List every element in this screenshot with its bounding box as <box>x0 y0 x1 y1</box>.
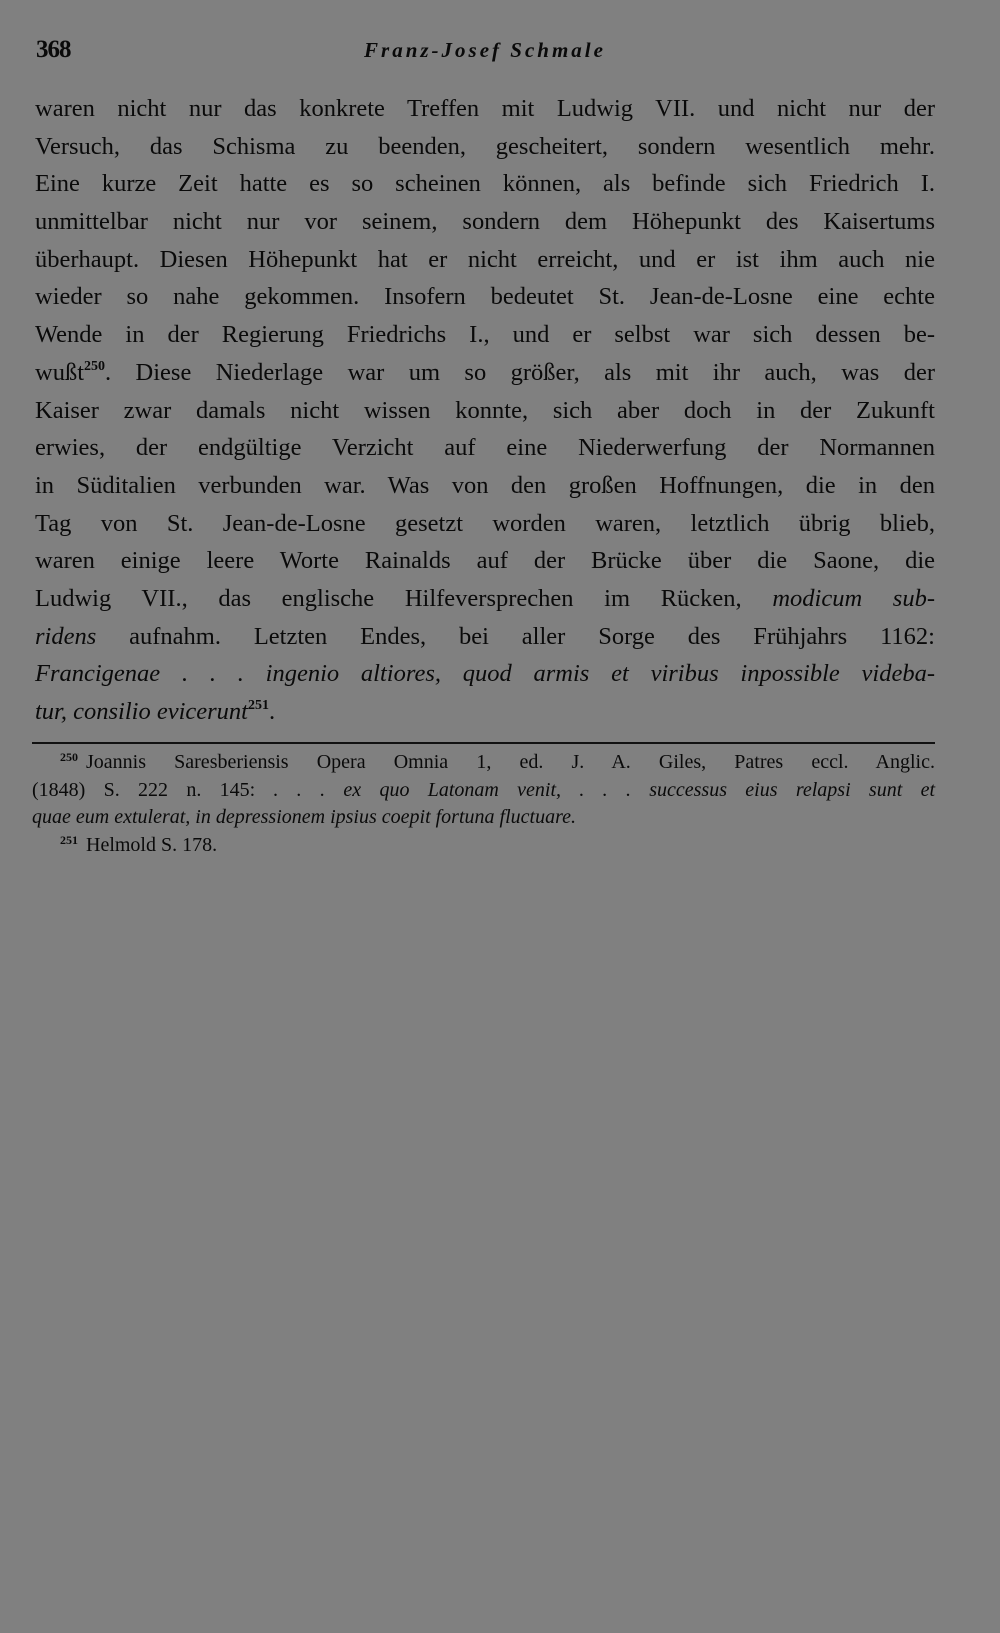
body-text <box>35 90 935 731</box>
text-segment: tur, consilio evicerunt <box>35 698 248 725</box>
text-segment: Francigenae . . . ingenio altiores, quod armis et viribus inpossible videba- <box>35 660 935 688</box>
page-header <box>36 32 934 68</box>
text-segment: Kaiser zwar damals nicht wissen konnte, sich aber doch in der Zukunft <box>35 396 935 424</box>
text-line <box>35 693 935 731</box>
text-segment: Tag von St. Jean-de-Losne gesetzt worden waren, letztlich übrig blieb, <box>35 509 935 537</box>
footnote-number: 250 <box>60 750 78 764</box>
footnote-line <box>32 832 935 860</box>
text-segment: . <box>268 698 276 725</box>
text-line <box>35 542 935 580</box>
text-segment: ridens <box>35 622 97 650</box>
text-segment: unmittelbar nicht nur vor seinem, sondern dem Höhepunkt des Kaisertums <box>35 208 935 236</box>
footnotes <box>32 749 935 859</box>
footnote-text: Helmold S. 178. <box>86 833 218 856</box>
footnote-reference: 251 <box>247 698 269 713</box>
text-line <box>35 429 935 467</box>
text-line <box>35 241 935 279</box>
text-line <box>35 165 935 203</box>
page-number: 368 <box>36 36 71 63</box>
text-line <box>35 655 935 693</box>
text-segment: wußt <box>35 358 84 386</box>
text-segment: . Diese Niederlage war um so größer, als mit ihr auch, was der <box>105 358 935 386</box>
text-line <box>35 392 935 430</box>
text-segment: Versuch, das Schisma zu beenden, gescheitert, sondern wesentlich mehr. <box>35 132 935 160</box>
footnote-text: Joannis Saresberiensis Opera Omnia 1, ed. J. A. Giles, Patres eccl. Anglic. <box>86 751 935 773</box>
text-segment: aufnahm. Letzten Endes, bei aller Sorge des Frühjahrs 1162: <box>96 622 935 650</box>
text-line <box>35 580 935 618</box>
footnote-line <box>32 804 935 832</box>
text-segment: Ludwig VII., das englische Hilfeversprechen im Rücken, <box>35 584 773 612</box>
text-line <box>35 354 935 392</box>
text-line <box>35 618 935 656</box>
text-segment: in Süditalien verbunden war. Was von den großen Hoffnungen, die in den <box>35 471 935 499</box>
footnote-reference: 250 <box>84 358 105 374</box>
footnote-text: . . . ex quo Latonam venit, . . . successus eius relapsi sunt et <box>273 778 936 801</box>
text-line <box>35 316 935 354</box>
text-line <box>35 203 935 241</box>
footnote-line <box>32 777 935 805</box>
footnote-line <box>32 749 935 777</box>
footnote-rule <box>32 742 935 744</box>
text-line <box>35 467 935 505</box>
running-head: Franz-Josef Schmale <box>364 38 606 62</box>
text-line <box>35 128 935 166</box>
text-segment: Eine kurze Zeit hatte es so scheinen können, als befinde sich Friedrich I. <box>35 170 935 198</box>
text-segment: modicum sub- <box>772 584 935 612</box>
footnote-text: (1848) S. 222 n. 145: <box>32 778 274 801</box>
footnote-number: 251 <box>60 832 78 847</box>
text-segment: wieder so nahe gekommen. Insofern bedeutet St. Jean-de-Losne eine echte <box>35 283 935 311</box>
text-line <box>35 505 935 543</box>
text-segment: waren einige leere Worte Rainalds auf der Brücke über die Saone, die <box>35 547 935 575</box>
text-segment: überhaupt. Diesen Höhepunkt hat er nicht erreicht, und er ist ihm auch nie <box>35 245 935 273</box>
text-segment: waren nicht nur das konkrete Treffen mit Ludwig VII. und nicht nur der <box>35 95 935 122</box>
text-line <box>35 90 935 128</box>
text-segment: Wende in der Regierung Friedrichs I., und er selbst war sich dessen be- <box>35 321 935 349</box>
text-line <box>35 278 935 316</box>
text-segment: erwies, der endgültige Verzicht auf eine Niederwerfung der Normannen <box>35 434 935 462</box>
footnote-text: quae eum extulerat, in depressionem ipsius coepit fortuna fluctuare. <box>32 806 576 828</box>
